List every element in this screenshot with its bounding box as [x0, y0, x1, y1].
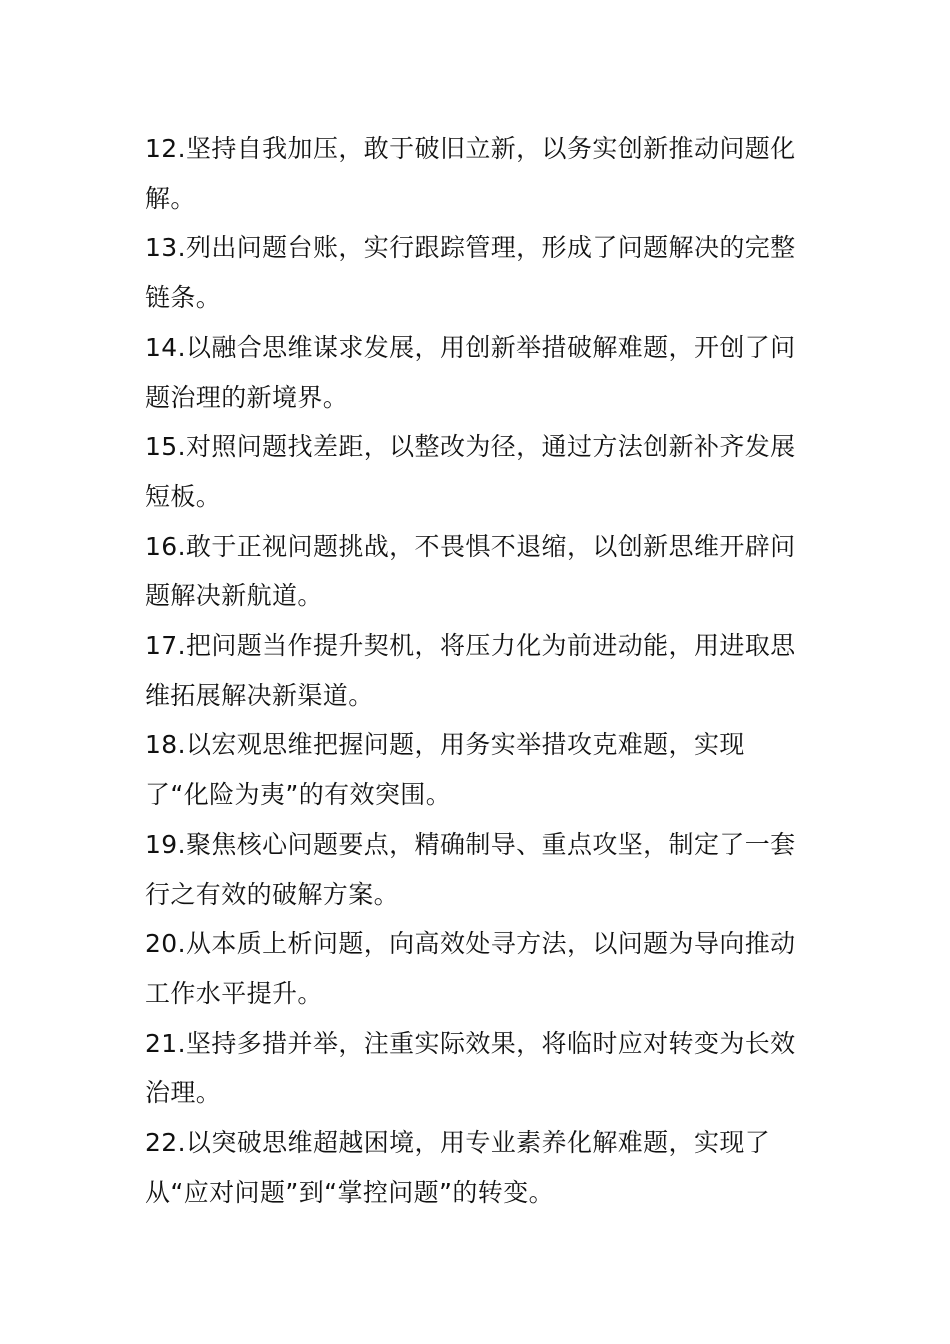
list-item-18: 18.以宏观思维把握问题，用务实举措攻克难题，实现了“化险为夷”的有效突围。	[145, 730, 745, 810]
list-item-14: 14.以融合思维谋求发展，用创新举措破解难题，开创了问题治理的新境界。	[145, 332, 796, 412]
list-item-17: 17.把问题当作提升契机，将压力化为前进动能，用进取思维拓展解决新渠道。	[145, 631, 796, 710]
list-item-19: 19.聚焦核心问题要点，精确制导、重点攻坚，制定了一套行之有效的破解方案。	[145, 829, 796, 909]
list-item-15: 15.对照问题找差距，以整改为径，通过方法创新补齐发展短板。	[145, 432, 796, 511]
list-item-16: 16.敢于正视问题挑战，不畏惧不退缩，以创新思维开辟问题解决新航道。	[145, 531, 796, 611]
list-item-20: 20.从本质上析问题，向高效处寻方法，以问题为导向推动工作水平提升。	[145, 929, 796, 1008]
list-item-21: 21.坚持多措并举，注重实际效果，将临时应对转变为长效治理。	[145, 1028, 796, 1108]
list-item-22: 22.以突破思维超越困境，用专业素养化解难题，实现了从“应对问题”到“掌控问题”的转变。	[145, 1128, 771, 1207]
list-item-13: 13.列出问题台账，实行跟踪管理，形成了问题解决的完整链条。	[145, 233, 796, 313]
list-item-12: 12.坚持自我加压，敢于破旧立新，以务实创新推动问题化解。	[145, 134, 796, 213]
numbered-list	[145, 124, 807, 1217]
